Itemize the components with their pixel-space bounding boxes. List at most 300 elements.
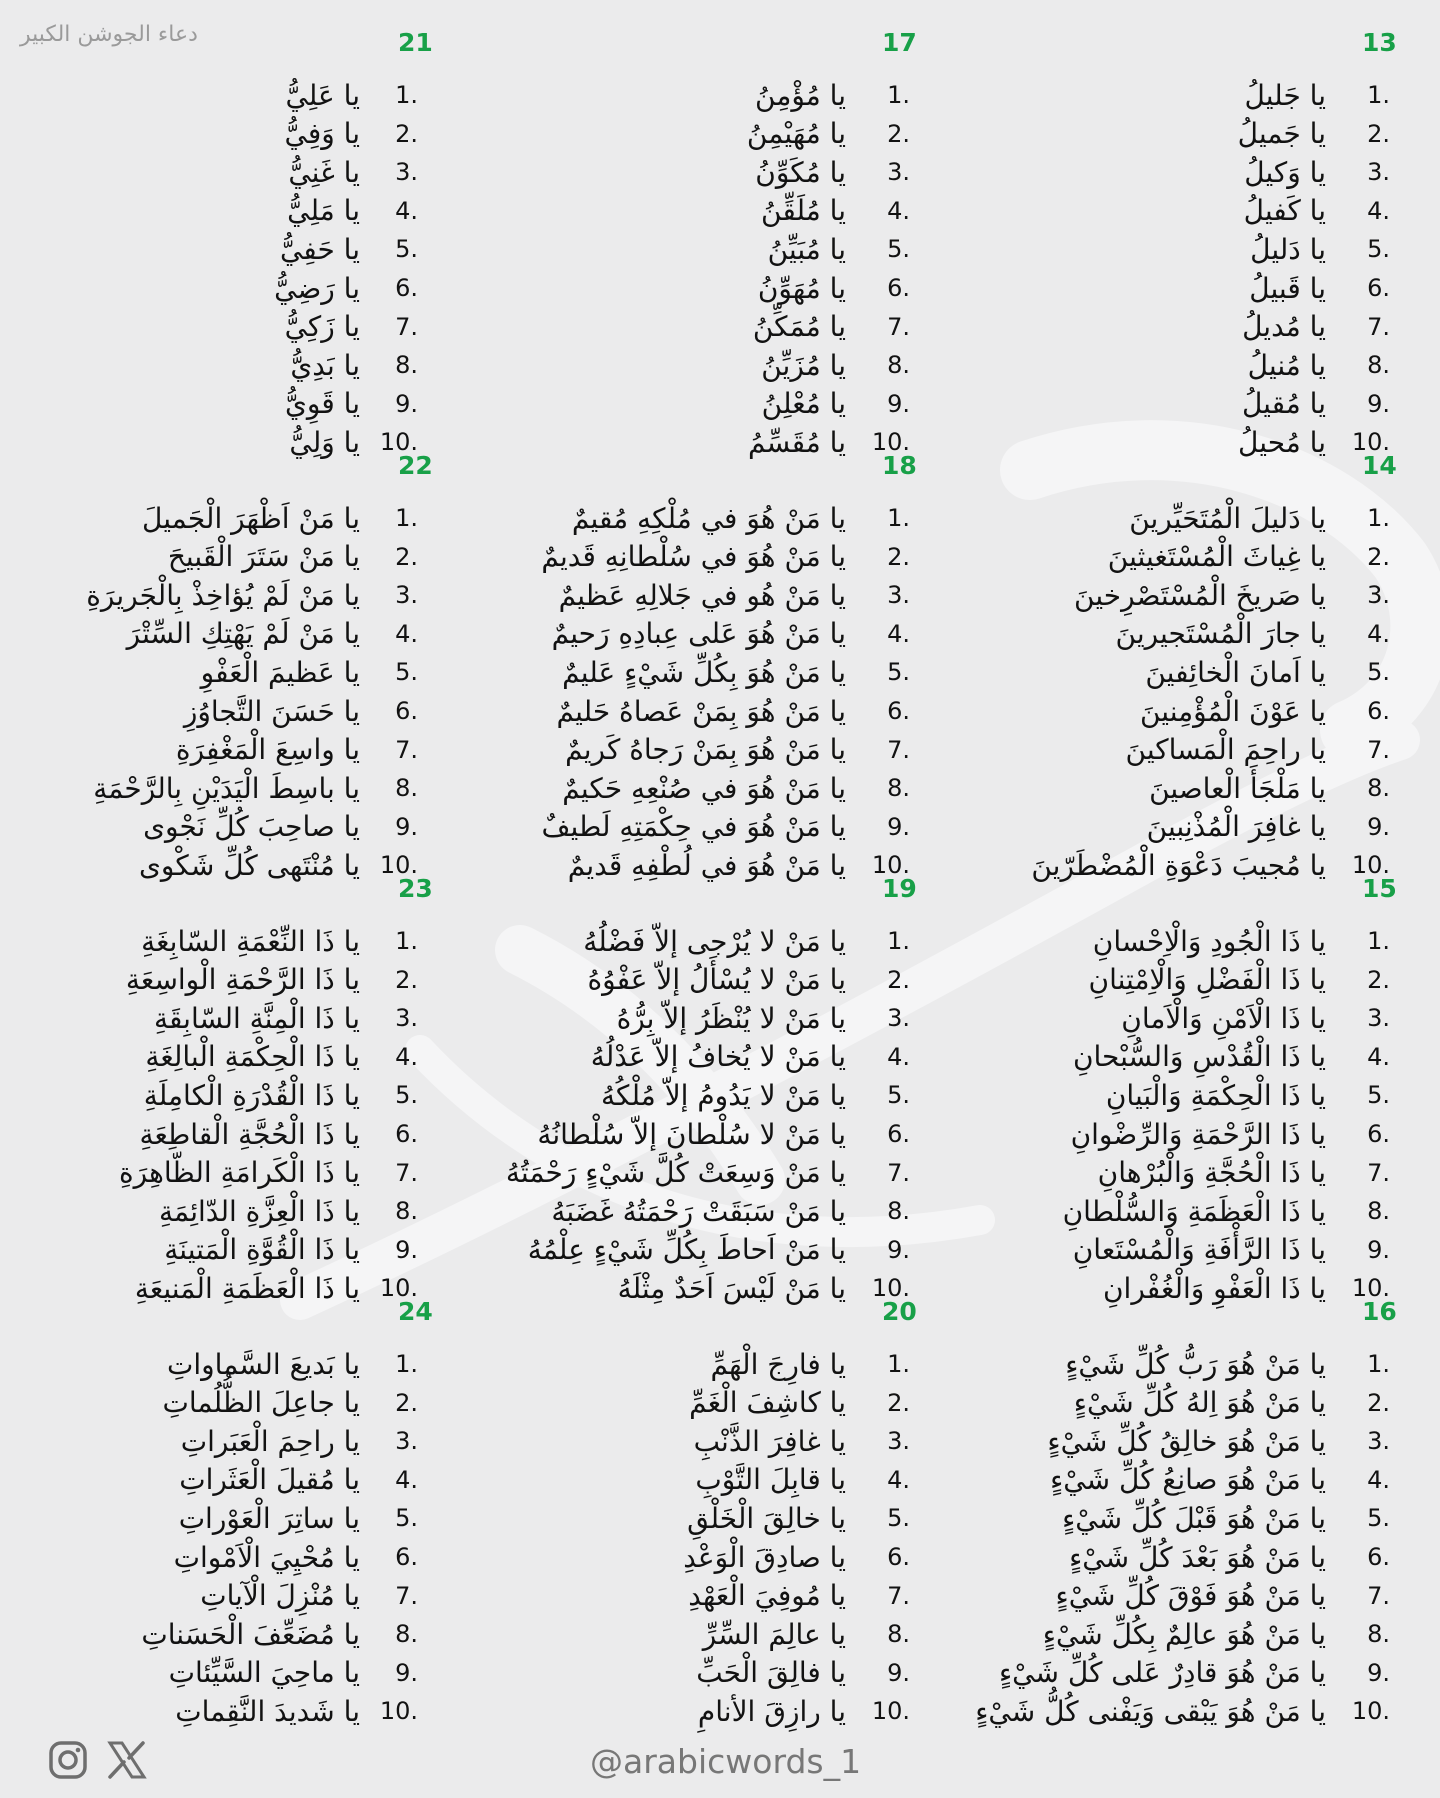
item-number: 8.	[395, 1197, 418, 1226]
item-text: يا ذَا الْكَرامَةِ الظّاهِرَةِ	[119, 1156, 360, 1190]
page-title: دعاء الجوشن الكبير	[20, 22, 198, 47]
list-item	[980, 1345, 1410, 1383]
list-item	[980, 269, 1410, 307]
item-text: يا دَليلَ الْمُتَحَيِّرينَ	[1129, 501, 1326, 535]
item-text: يا ذَا النِّعْمَةِ السّابِغَةِ	[141, 924, 360, 958]
item-number: 9.	[887, 389, 910, 418]
item-number: 1.	[1367, 1350, 1390, 1378]
section-number: 20	[882, 1297, 917, 1326]
list-item	[0, 1231, 430, 1269]
list-item	[490, 1231, 920, 1269]
item-text: يا بَدِيُّ	[290, 348, 360, 382]
list-item	[0, 538, 430, 576]
item-number: 8.	[1367, 351, 1390, 380]
item-text: يا مُعْلِنُ	[761, 387, 846, 421]
item-text: يا مَلْجَأَ الْعاصينَ	[1149, 771, 1326, 805]
list-item	[490, 115, 920, 153]
item-text: يا باسِطَ الْيَدَيْنِ بِالرَّحْمَةِ	[93, 771, 360, 805]
item-number: 4.	[887, 1465, 910, 1494]
item-text: يا ذَا الْجُودِ وَالْاِحْسانِ	[1092, 924, 1326, 958]
item-number: 1.	[395, 1350, 418, 1378]
list-item	[980, 922, 1410, 960]
item-text: يا ذَا الْعَظَمَةِ الْمَنيعَةِ	[134, 1271, 360, 1305]
item-number: 9.	[887, 812, 910, 841]
item-text: يا مَنْ هُوَ يَبْقى وَيَفْنى كُلُّ شَيْءٍ	[975, 1694, 1326, 1728]
item-text: يا ذَا الرَّحْمَةِ وَالرِّضْوانِ	[1070, 1117, 1326, 1151]
list-item	[0, 192, 430, 230]
item-text: يا مَنْ هُو في جَلالِهِ عَظيمٌ	[558, 578, 846, 612]
item-number: 5.	[887, 1504, 910, 1533]
item-text: يا مُكَوِّنُ	[755, 155, 846, 189]
item-number: 10.	[871, 1274, 910, 1303]
list-item	[980, 499, 1410, 537]
item-number: 6.	[887, 1120, 910, 1148]
section-19	[490, 874, 920, 1305]
item-number: 10.	[871, 1697, 910, 1726]
item-text: يا زَكِيُّ	[284, 310, 360, 344]
list-item	[980, 999, 1410, 1037]
item-text: يا ذَا الرَّأْفَةِ وَالْمُسْتَعانِ	[1072, 1233, 1326, 1267]
item-number: 5.	[395, 658, 418, 687]
section-number: 21	[398, 28, 433, 57]
item-number: 8.	[1367, 1620, 1390, 1649]
item-text: يا عَظيمَ الْعَفْوِ	[200, 655, 360, 689]
item-number: 4.	[887, 196, 910, 225]
section-18	[490, 451, 920, 882]
list-item	[980, 192, 1410, 230]
item-text: يا مَنْ لا يُرْجى إلاّ فَضْلُهُ	[583, 924, 846, 958]
item-number: 9.	[1367, 812, 1390, 841]
item-text: يا شَديدَ النَّقِماتِ	[175, 1694, 360, 1728]
item-text: يا مُنْتَهى كُلِّ شَكْوى	[138, 848, 360, 882]
item-text: يا مُوفِيَ الْعَهْدِ	[688, 1579, 846, 1613]
list-item	[490, 385, 920, 423]
item-number: 2.	[887, 965, 910, 994]
item-number: 10.	[379, 1697, 418, 1726]
item-text: يا ساتِرَ الْعَوْراتِ	[178, 1501, 360, 1535]
list-item	[0, 1422, 430, 1460]
item-number: 9.	[1367, 1658, 1390, 1687]
list-item	[980, 961, 1410, 999]
item-text: يا عَلِيُّ	[285, 78, 360, 112]
item-text: يا مَنْ لا يُسْأَلُ إلاّ عَفْوُهُ	[587, 963, 846, 997]
list-item	[490, 76, 920, 114]
section-16	[975, 1297, 1410, 1728]
item-text: يا مَنْ سَتَرَ الْقَبيحَ	[167, 540, 360, 574]
list-item	[0, 922, 430, 960]
section-24	[0, 1297, 433, 1728]
list-item	[980, 576, 1410, 614]
list-item	[490, 346, 920, 384]
list-item	[490, 576, 920, 614]
list-item	[980, 1192, 1410, 1230]
item-text: يا مَنْ لَمْ يَهْتِكِ السِّتْرَ	[126, 617, 360, 651]
item-number: 3.	[395, 1004, 418, 1033]
list-item	[980, 731, 1410, 769]
list-item	[980, 76, 1410, 114]
item-number: 2.	[395, 965, 418, 994]
item-text: يا مَنْ هُوَ عالِمٌ بِكُلِّ شَيْءٍ	[1042, 1617, 1326, 1651]
list-item	[490, 1654, 920, 1692]
item-number: 7.	[887, 312, 910, 341]
item-number: 3.	[887, 1004, 910, 1033]
item-text: يا قابِلَ التَّوْبِ	[695, 1463, 846, 1497]
list-item	[0, 1345, 430, 1383]
item-text: يا عَوْنَ الْمُؤْمِنينَ	[1139, 694, 1326, 728]
item-text: يا مَنْ لَمْ يُؤاخِذْ بِالْجَريرَةِ	[86, 578, 360, 612]
item-text: يا مَنْ لا يُخافُ إلاّ عَدْلُهُ	[590, 1040, 846, 1074]
list-item	[980, 769, 1410, 807]
item-number: 1.	[887, 81, 910, 109]
item-number: 7.	[1367, 312, 1390, 341]
item-text: يا قَوِيُّ	[285, 387, 360, 421]
list-item	[0, 1154, 430, 1192]
list-item	[980, 808, 1410, 846]
list-item	[490, 1577, 920, 1615]
list-item	[490, 808, 920, 846]
item-text: يا مَنْ هُوَ فَوْقَ كُلِّ شَيْءٍ	[1055, 1579, 1326, 1613]
item-text: يا بَديعَ السَّماواتِ	[167, 1347, 360, 1381]
item-number: 3.	[395, 581, 418, 610]
item-text: يا مُحيلُ	[1238, 425, 1326, 459]
item-text: يا حَسَنَ التَّجاوُزِ	[183, 694, 360, 728]
list-item	[490, 653, 920, 691]
list-item	[490, 1038, 920, 1076]
item-number: 9.	[887, 1658, 910, 1687]
item-number: 7.	[1367, 1581, 1390, 1610]
item-text: يا كاشِفَ الْغَمِّ	[689, 1386, 846, 1420]
list-item	[0, 576, 430, 614]
list-item	[0, 269, 430, 307]
item-text: يا مُقيلُ	[1241, 387, 1326, 421]
item-text: يا مُؤْمِنُ	[755, 78, 846, 112]
item-number: 2.	[395, 542, 418, 571]
item-number: 7.	[395, 312, 418, 341]
list-item	[0, 153, 430, 191]
item-number: 5.	[887, 235, 910, 264]
list-item	[980, 153, 1410, 191]
item-number: 10.	[1351, 851, 1390, 880]
list-item	[0, 999, 430, 1037]
list-item	[0, 1076, 430, 1114]
item-number: 3.	[1367, 1427, 1390, 1456]
list-item	[980, 1654, 1410, 1692]
item-number: 7.	[887, 1158, 910, 1187]
item-text: يا مُلَقِّنُ	[761, 194, 846, 228]
item-text: يا مُجيبَ دَعْوَةِ الْمُضْطَرّينَ	[1031, 848, 1326, 882]
item-number: 4.	[1367, 1465, 1390, 1494]
item-number: 7.	[395, 1158, 418, 1187]
item-text: يا ذَا الرَّحْمَةِ الْواسِعَةِ	[125, 963, 360, 997]
item-text: يا ذَا الْعِزَّةِ الدّائِمَةِ	[159, 1194, 360, 1228]
item-text: يا جاعِلَ الظُّلُماتِ	[162, 1386, 360, 1420]
item-number: 6.	[1367, 274, 1390, 302]
item-text: يا ذَا الْعَظَمَةِ وَالسُّلْطانِ	[1062, 1194, 1326, 1228]
list-item	[0, 1461, 430, 1499]
section-23	[0, 874, 433, 1305]
item-number: 3.	[887, 1427, 910, 1456]
item-number: 6.	[1367, 697, 1390, 725]
item-text: يا مُديلُ	[1242, 310, 1326, 344]
section-14	[980, 451, 1410, 882]
list-item	[0, 1538, 430, 1576]
item-text: يا رازِقَ الأنامِ	[697, 1694, 846, 1728]
item-text: يا مَنْ هُوَ بَعْدَ كُلِّ شَيْءٍ	[1069, 1540, 1326, 1574]
item-number: 10.	[379, 428, 418, 457]
section-number: 18	[882, 451, 917, 480]
list-item	[980, 1577, 1410, 1615]
section-number: 23	[398, 874, 433, 903]
item-text: يا خالِقَ الْخَلْقِ	[687, 1501, 846, 1535]
item-text: يا وَفِيُّ	[284, 117, 360, 151]
list-item	[980, 615, 1410, 653]
item-number: 9.	[1367, 1235, 1390, 1264]
item-text: يا مَلِيُّ	[287, 194, 360, 228]
item-number: 4.	[887, 619, 910, 648]
instagram-icon[interactable]	[48, 1740, 88, 1784]
item-text: يا مُزَيِّنُ	[761, 348, 846, 382]
item-text: يا ذَا الْفَضْلِ وَالْاِمْتِنانِ	[1088, 963, 1326, 997]
item-number: 1.	[395, 81, 418, 109]
list-item	[980, 1231, 1410, 1269]
item-number: 3.	[395, 1427, 418, 1456]
item-number: 9.	[395, 1658, 418, 1687]
item-text: يا مُحْيِيَ الْاَمْواتِ	[173, 1540, 360, 1574]
list-item	[0, 1615, 430, 1653]
item-number: 8.	[1367, 774, 1390, 803]
x-icon[interactable]	[106, 1740, 148, 1784]
item-text: يا مَنْ هُوَ بِكُلِّ شَيْءٍ عَليمٌ	[562, 655, 846, 689]
item-number: 4.	[1367, 1042, 1390, 1071]
list-item	[0, 346, 430, 384]
item-number: 2.	[887, 542, 910, 571]
item-text: يا دَليلُ	[1250, 232, 1326, 266]
item-text: يا ذَا الْقُدْسِ وَالسُّبْحانِ	[1072, 1040, 1326, 1074]
item-text: يا مُنيلُ	[1247, 348, 1326, 382]
item-text: يا مَنْ هُوَ في مُلْكِهِ مُقيمٌ	[571, 501, 846, 535]
list-item	[490, 1192, 920, 1230]
item-number: 4.	[395, 1465, 418, 1494]
item-number: 3.	[1367, 1004, 1390, 1033]
item-number: 6.	[887, 274, 910, 302]
item-text: يا ذَا الْمِنَّةِ السّابِقَةِ	[153, 1001, 360, 1035]
list-item	[490, 922, 920, 960]
item-text: يا ذَا الْحُجَّةِ الْقاطِعَةِ	[139, 1117, 360, 1151]
item-text: يا واسِعَ الْمَغْفِرَةِ	[175, 733, 360, 767]
list-item	[0, 1115, 430, 1153]
item-number: 5.	[395, 1081, 418, 1110]
item-number: 3.	[887, 581, 910, 610]
item-text: يا مَنْ هُوَ بِمَنْ رَجاهُ كَريمٌ	[565, 733, 846, 767]
list-item	[980, 1154, 1410, 1192]
item-number: 6.	[395, 1543, 418, 1571]
item-text: يا جَميلُ	[1237, 117, 1326, 151]
item-number: 10.	[1351, 428, 1390, 457]
item-number: 6.	[887, 697, 910, 725]
item-number: 6.	[395, 697, 418, 725]
item-number: 1.	[887, 504, 910, 532]
item-text: يا مُهَيْمِنُ	[746, 117, 846, 151]
item-number: 1.	[887, 1350, 910, 1378]
item-number: 4.	[1367, 196, 1390, 225]
list-item	[980, 115, 1410, 153]
item-text: يا مَنْ لا سُلْطانَ إلاّ سُلْطانُهُ	[537, 1117, 846, 1151]
item-text: يا جَليلُ	[1244, 78, 1326, 112]
item-number: 6.	[1367, 1543, 1390, 1571]
item-number: 5.	[395, 235, 418, 264]
item-text: يا ذَا الْاَمْنِ وَالْاَمانِ	[1121, 1001, 1326, 1035]
item-text: يا رَضِيُّ	[274, 271, 360, 305]
item-number: 8.	[395, 351, 418, 380]
list-item	[490, 769, 920, 807]
item-number: 2.	[395, 1388, 418, 1417]
item-text: يا ذَا الْحُجَّةِ وَالْبُرْهانِ	[1097, 1156, 1326, 1190]
item-text: يا مَنْ هُوَ عَلى عِبادِهِ رَحيمٌ	[551, 617, 846, 651]
section-number: 14	[1362, 451, 1397, 480]
list-item	[490, 1345, 920, 1383]
item-text: يا مَنْ هُوَ في صُنْعِهِ حَكيمٌ	[562, 771, 846, 805]
list-item	[0, 230, 430, 268]
list-item	[0, 385, 430, 423]
list-item	[490, 1384, 920, 1422]
item-text: يا غِياثَ الْمُسْتَغيثينَ	[1107, 540, 1326, 574]
item-number: 7.	[887, 1581, 910, 1610]
item-text: يا مَنْ هُوَ في لُطْفِهِ قَديمٌ	[567, 848, 846, 882]
item-text: يا مَنْ وَسِعَتْ كُلَّ شَيْءٍ رَحْمَتُهُ	[505, 1156, 846, 1190]
item-number: 8.	[887, 774, 910, 803]
list-item	[0, 769, 430, 807]
item-number: 1.	[395, 504, 418, 532]
item-number: 2.	[887, 1388, 910, 1417]
list-item	[0, 1499, 430, 1537]
item-number: 5.	[887, 1081, 910, 1110]
section-20	[490, 1297, 920, 1728]
item-text: يا كَفيلُ	[1243, 194, 1326, 228]
social-icons	[48, 1740, 148, 1784]
section-number: 17	[882, 28, 917, 57]
list-item	[490, 1115, 920, 1153]
item-number: 9.	[1367, 389, 1390, 418]
item-number: 8.	[395, 1620, 418, 1649]
item-number: 4.	[887, 1042, 910, 1071]
list-item	[980, 1038, 1410, 1076]
item-text: يا مَنْ هُوَ صانِعُ كُلِّ شَيْءٍ	[1050, 1463, 1326, 1497]
item-number: 7.	[1367, 735, 1390, 764]
item-number: 10.	[871, 851, 910, 880]
item-number: 2.	[1367, 119, 1390, 148]
item-number: 6.	[1367, 1120, 1390, 1148]
item-text: يا اَمانَ الْخائِفينَ	[1145, 655, 1326, 689]
list-item	[490, 1422, 920, 1460]
item-text: يا مُبَيِّنُ	[767, 232, 846, 266]
list-item	[980, 308, 1410, 346]
item-number: 2.	[395, 119, 418, 148]
list-item	[490, 615, 920, 653]
list-item	[0, 1577, 430, 1615]
list-item	[0, 1384, 430, 1422]
list-item	[0, 1192, 430, 1230]
item-text: يا غافِرَ الْمُذْنِبينَ	[1146, 810, 1326, 844]
section-number: 19	[882, 874, 917, 903]
item-text: يا قَبيلُ	[1249, 271, 1326, 305]
list-item	[980, 1615, 1410, 1653]
item-text: يا مَنْ هُوَ رَبُّ كُلِّ شَيْءٍ	[1065, 1347, 1326, 1381]
item-number: 8.	[887, 1620, 910, 1649]
list-item	[0, 615, 430, 653]
section-number: 22	[398, 451, 433, 480]
item-text: يا مَنْ اَظْهَرَ الْجَميلَ	[142, 501, 360, 535]
list-item	[0, 499, 430, 537]
item-text: يا حَفِيُّ	[279, 232, 360, 266]
item-number: 9.	[395, 389, 418, 418]
list-item	[0, 1038, 430, 1076]
list-item	[490, 1499, 920, 1537]
list-item	[0, 115, 430, 153]
item-text: يا ذَا الْقُدْرَةِ الْكامِلَةِ	[143, 1078, 360, 1112]
section-22	[0, 451, 433, 882]
item-number: 2.	[1367, 542, 1390, 571]
section-number: 13	[1362, 28, 1397, 57]
item-text: يا صادِقَ الْوَعْدِ	[683, 1540, 846, 1574]
list-item	[980, 653, 1410, 691]
list-item	[490, 999, 920, 1037]
item-text: يا مُقيلَ الْعَثَراتِ	[179, 1463, 360, 1497]
list-item	[490, 961, 920, 999]
list-item	[490, 192, 920, 230]
item-number: 2.	[1367, 1388, 1390, 1417]
item-number: 3.	[395, 158, 418, 187]
list-item	[490, 1076, 920, 1114]
list-item	[980, 1422, 1410, 1460]
item-number: 10.	[379, 1274, 418, 1303]
item-number: 2.	[1367, 965, 1390, 994]
item-text: يا ذَا الْحِكْمَةِ الْبالِغَةِ	[145, 1040, 360, 1074]
section-15	[980, 874, 1410, 1305]
list-item	[0, 961, 430, 999]
item-text: يا عالِمَ السِّرِّ	[702, 1617, 846, 1651]
list-item	[0, 1692, 430, 1730]
item-number: 8.	[395, 774, 418, 803]
list-item	[980, 1538, 1410, 1576]
item-number: 5.	[1367, 1081, 1390, 1110]
item-number: 5.	[887, 658, 910, 687]
item-number: 3.	[1367, 158, 1390, 187]
item-number: 5.	[395, 1504, 418, 1533]
item-number: 5.	[1367, 235, 1390, 264]
item-text: يا مُمَكِّنُ	[752, 310, 846, 344]
list-item	[0, 808, 430, 846]
list-item	[490, 230, 920, 268]
list-item	[980, 692, 1410, 730]
item-text: يا مُضَعِّفَ الْحَسَناتِ	[141, 1617, 360, 1651]
item-number: 4.	[395, 196, 418, 225]
item-text: يا وَكيلُ	[1244, 155, 1326, 189]
list-item	[490, 1692, 920, 1730]
item-text: يا ذَا الْحِكْمَةِ وَالْبَيانِ	[1105, 1078, 1326, 1112]
item-text: يا ماحِيَ السَّيِّئاتِ	[168, 1656, 360, 1690]
list-item	[490, 1154, 920, 1192]
item-text: يا جارَ الْمُسْتَجيرينَ	[1115, 617, 1326, 651]
item-text: يا وَلِيُّ	[289, 425, 360, 459]
item-number: 2.	[887, 119, 910, 148]
item-number: 1.	[1367, 927, 1390, 955]
item-number: 8.	[887, 351, 910, 380]
list-item	[975, 1692, 1410, 1730]
item-number: 4.	[395, 1042, 418, 1071]
item-text: يا ذَا الْقُوَّةِ الْمَتينَةِ	[164, 1233, 360, 1267]
list-item	[490, 1461, 920, 1499]
item-number: 3.	[887, 158, 910, 187]
